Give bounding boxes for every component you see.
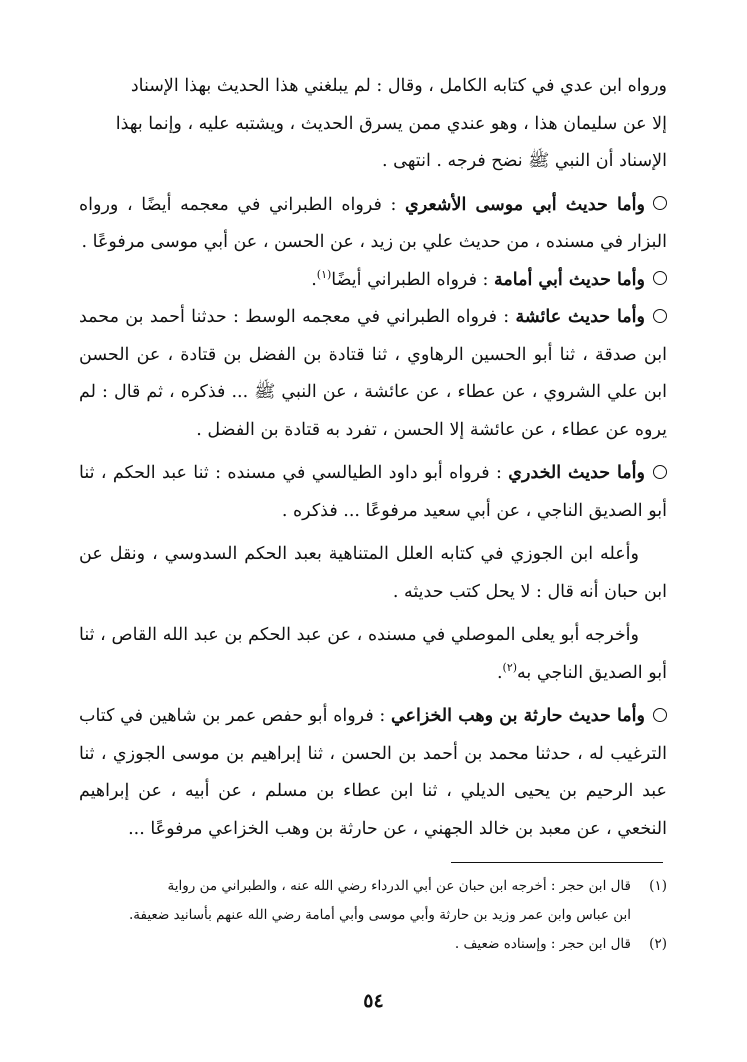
footnotes <box>67 872 667 959</box>
section-heading: وأما حديث حارثة بن وهب الخزاعي <box>390 706 645 726</box>
paragraph-text: : فرواه الطبراني في معجمه الوسط : حدثنا أحمد بن محمد ابن صدقة ، ثنا أبو الحسين الرهاوي ، ثنا قتادة بن الفضل بن قتادة ، عن الحسن ابن علي الشروي ، عن عطاء ، عن عائشة ، عن النبي ﷺ ... فذكره ، ثم قال : لم يروه عن عطاء ، عن عائشة إلا الحسن ، تفرد به قتادة بن الفضل . <box>79 307 667 440</box>
paragraph-text: : فرواه الطبراني أيضًا <box>331 269 489 290</box>
footnote-reference: (٢) <box>502 660 518 674</box>
paragraph-haritha <box>79 698 667 848</box>
paragraph-khudri <box>79 455 667 530</box>
paragraph-text: : فرواه أبو داود الطيالسي في مسنده : ثنا عبد الحكم ، ثنا أبو الصديق الناجي ، عن أبي سعيد مرفوعًا ... فذكره . <box>79 463 667 521</box>
section-heading: وأما حديث أبي أمامة <box>494 269 645 290</box>
paragraph-abu-umama <box>79 262 667 300</box>
footnote-item <box>67 930 667 959</box>
circle-bullet-icon <box>653 465 667 479</box>
footnote-divider <box>451 862 663 863</box>
paragraph-end: . <box>311 269 317 290</box>
main-text <box>79 68 667 848</box>
section-heading: وأما حديث أبي موسى الأشعري <box>405 194 645 215</box>
footnote-reference: (١) <box>316 267 332 281</box>
page-body <box>79 68 667 848</box>
paragraph-text: وأعله ابن الجوزي في كتابه العلل المتناهية بعبد الحكم السدوسي ، ونقل عن ابن حبان أنه قال : لا يحل كتب حديثه . <box>79 544 667 602</box>
section-heading: وأما حديث الخدري <box>508 463 645 483</box>
paragraph-line: الإسناد أن النبي ﷺ نضح فرجه . انتهى . <box>382 151 667 171</box>
paragraph-text: وأخرجه أبو يعلى الموصلي في مسنده ، عن عبد الحكم بن عبد الله القاص ، ثنا أبو الصديق الناجي به <box>79 625 667 683</box>
footnote-number: (٢) <box>649 936 667 952</box>
circle-bullet-icon <box>653 271 667 285</box>
circle-bullet-icon <box>653 708 667 722</box>
paragraph-abu-musa <box>79 187 667 262</box>
footnote-number: (١) <box>649 878 667 894</box>
paragraph-text: : فرواه أبو حفص عمر بن شاهين في كتاب الترغيب له ، حدثنا محمد بن أحمد بن الحسن ، ثنا إبراهيم بن موسى الجوزي ، ثنا عبد الرحيم بن يحيى الديلي ، ثنا ابن عطاء بن مسلم ، عن أبيه ، عن إبراهيم النخعي ، عن معبد بن خالد الجهني ، عن حارثة بن وهب الخزاعي مرفوعًا ... <box>79 706 667 839</box>
paragraph-line: إلا عن سليمان هذا ، وهو عندي ممن يسرق الحديث ، ويشتبه عليه ، وإنما بهذا <box>115 113 667 134</box>
page-number: ٥٤ <box>363 990 384 1012</box>
paragraph-aisha <box>79 299 667 449</box>
paragraph-abu-yala <box>79 617 667 692</box>
footnote-text: قال ابن حجر : وإسناده ضعيف . <box>454 936 631 952</box>
paragraph-text: : فرواه الطبراني في معجمه أيضًا ، ورواه البزار في مسنده ، من حديث علي بن زيد ، عن الحسن ، عن أبي موسى مرفوعًا . <box>79 194 667 252</box>
paragraph-end: . <box>496 662 503 683</box>
circle-bullet-icon <box>653 309 667 323</box>
paragraph-ibn-adi <box>79 68 667 181</box>
paragraph-line: ورواه ابن عدي في كتابه الكامل ، وقال : لم يبلغني هذا الحديث بهذا الإسناد <box>130 76 667 96</box>
footnote-item <box>67 872 667 901</box>
section-heading: وأما حديث عائشة <box>515 307 645 327</box>
footnote-text: ابن عباس وابن عمر وزيد بن حارثة وأبي موسى وأبي أمامة رضي الله عنهم بأسانيد ضعيفة. <box>128 907 631 923</box>
circle-bullet-icon <box>653 196 667 210</box>
paragraph-ibn-jawzi <box>79 536 667 611</box>
footnote-text: قال ابن حجر : أخرجه ابن حبان عن أبي الدرداء رضي الله عنه ، والطبراني من رواية <box>167 878 631 894</box>
